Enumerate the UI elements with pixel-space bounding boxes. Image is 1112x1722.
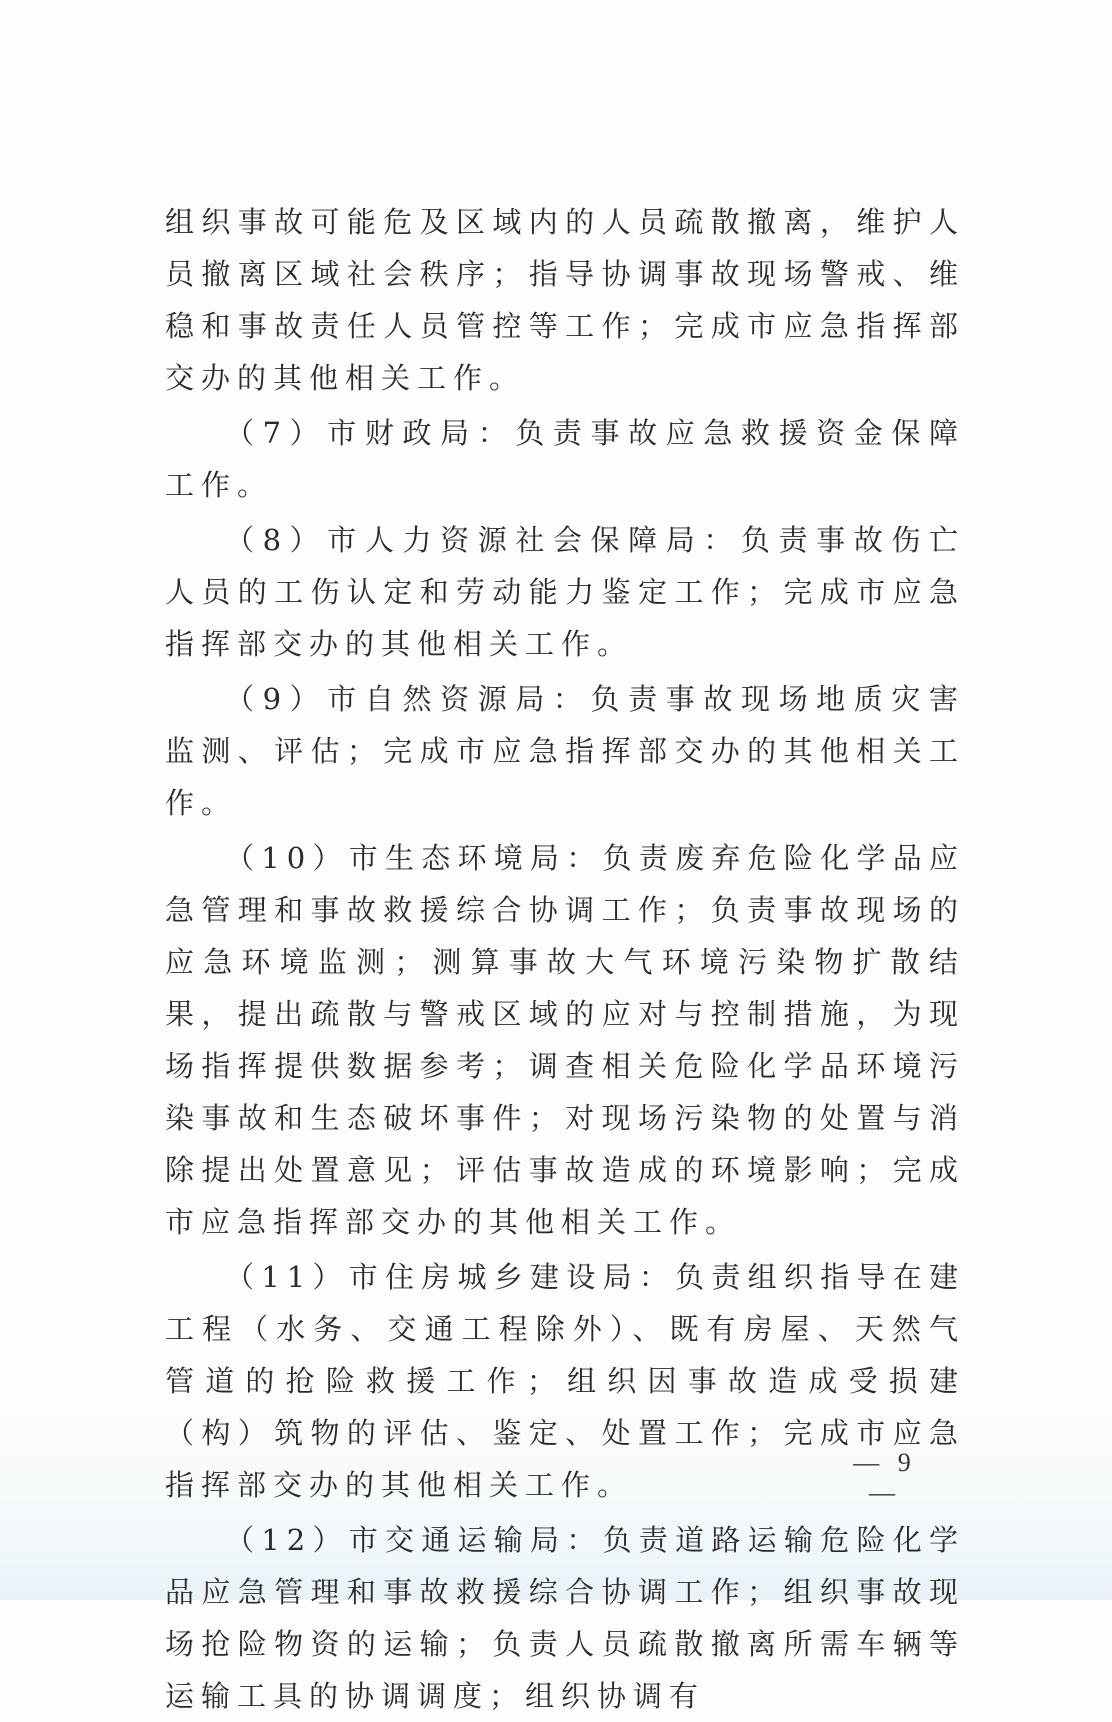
paragraph-item-8: （8）市人力资源社会保障局：负责事故伤亡人员的工伤认定和劳动能力鉴定工作；完成市应急指挥部交办的其他相关工作。 <box>165 523 965 661</box>
paragraph-item-9: （9）市自然资源局：负责事故现场地质灾害监测、评估；完成市应急指挥部交办的其他相关工作。 <box>165 682 965 820</box>
paragraph-item-11: （11）市住房城乡建设局：负责组织指导在建工程（水务、交通工程除外）、既有房屋、天然气管道的抢险救援工作；组织因事故造成受损建（构）筑物的评估、鉴定、处置工作；完成市应急指挥部交办的其他相关工作。 <box>165 1260 965 1502</box>
paragraph-item-12: （12）市交通运输局：负责道路运输危险化学品应急管理和事故救援综合协调工作；组织事故现场抢险物资的运输；负责人员疏散撤离所需车辆等运输工具的协调调度；组织协调有 <box>165 1523 965 1713</box>
page-number: — 9 — <box>853 1448 917 1507</box>
paragraph-item-7: （7）市财政局：负责事故应急救援资金保障工作。 <box>165 416 965 502</box>
paragraph-item-10: （10）市生态环境局：负责废弃危险化学品应急管理和事故救援综合协调工作；负责事故现场的应急环境监测；测算事故大气环境污染物扩散结果，提出疏散与警戒区域的应对与控制措施，为现场指挥提供数据参考；调查相关危险化学品环境污染事故和生态破坏事件；对现场污染物的处置与消除提出处置意见；评估事故造成的环境影响；完成市应急指挥部交办的其他相关工作。 <box>165 841 965 1239</box>
paragraph-continuation: 组织事故可能危及区域内的人员疏散撤离，维护人员撤离区域社会秩序；指导协调事故现场警戒、维稳和事故责任人员管控等工作；完成市应急指挥部交办的其他相关工作。 <box>165 205 965 395</box>
